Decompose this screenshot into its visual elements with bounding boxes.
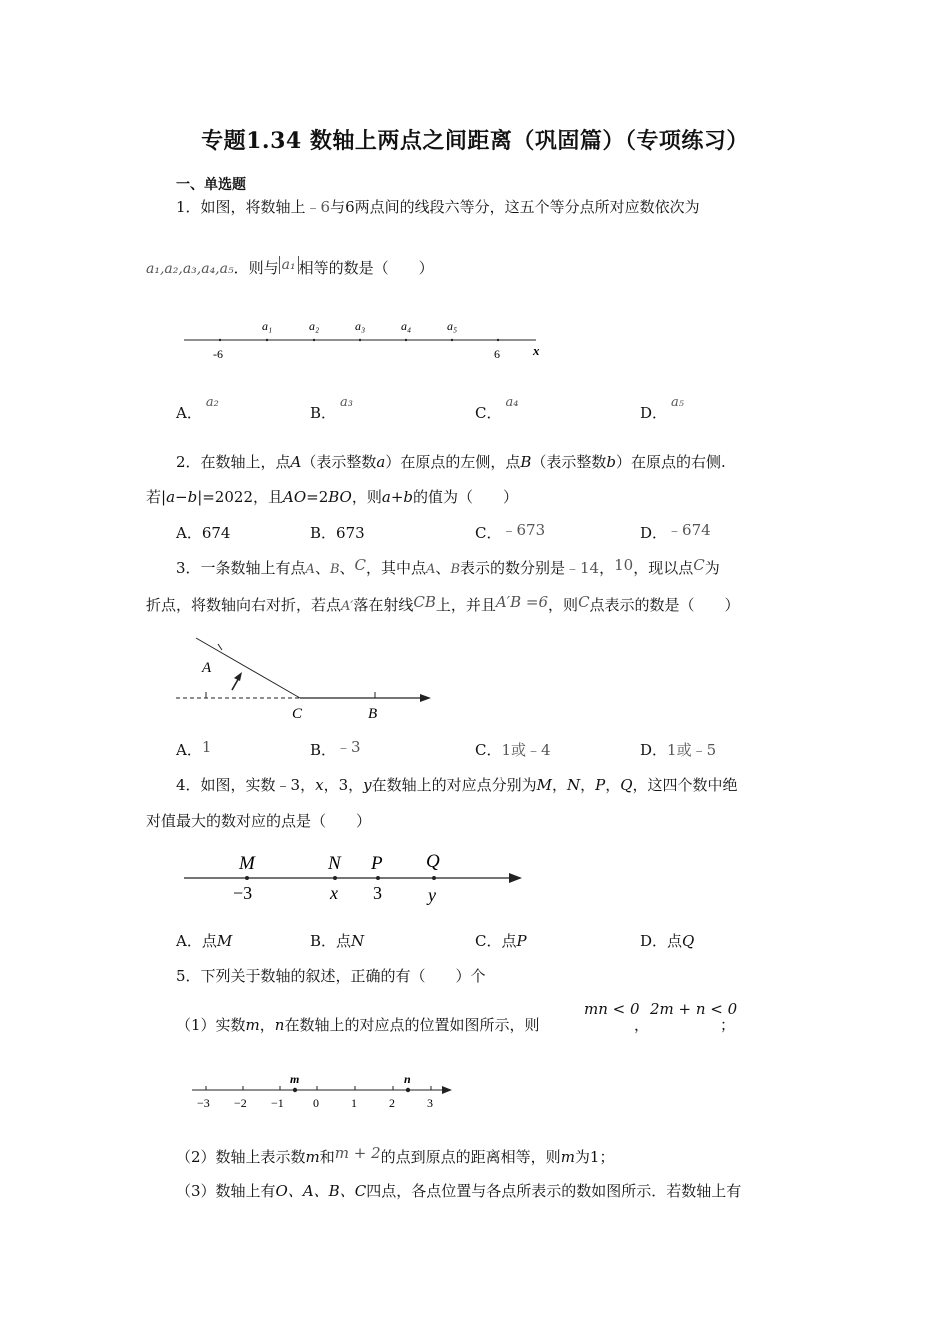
q5-statement3: （3）数轴上有O、A、B、C四点，各点位置与各点所表示的数如图所示．若数轴上有 bbox=[176, 1182, 742, 1200]
q5-fig-tick-2: 2 bbox=[389, 1096, 395, 1110]
q3-option-a[interactable]: A．1 bbox=[176, 738, 212, 759]
q3-fig-label-c: C bbox=[292, 706, 303, 722]
q3-line2: 折点，将数轴向右对折，若点A′落在射线CB上，并且A′B =6，则C点表示的数是（ ） bbox=[146, 593, 740, 614]
q3-option-d[interactable]: D．1或﹣5 bbox=[640, 741, 717, 759]
q3-line1: 3．一条数轴上有点A、B、C，其中点A、B表示的数分别是﹣14，10，现以点C为 bbox=[176, 556, 720, 577]
page-title: 专题1.34 数轴上两点之间距离（巩固篇）（专项练习） bbox=[201, 128, 749, 154]
q5-fig-tick-3: 3 bbox=[427, 1096, 433, 1110]
q5-semicolon: ； bbox=[720, 1016, 736, 1034]
q4-fig-value-x: x bbox=[330, 883, 338, 903]
q1-label-a1: a₁ bbox=[262, 319, 273, 333]
q1-tick-neg6: -6 bbox=[213, 347, 223, 361]
q1-line1: 1．如图，将数轴上﹣6与6两点间的线段六等分，这五个等分点所对应数依次为 bbox=[176, 198, 700, 216]
q5-fig-tick-1: 1 bbox=[351, 1096, 357, 1110]
q4-fig-value-y: y bbox=[428, 885, 436, 905]
q5-fig-tick-neg3: −3 bbox=[197, 1096, 210, 1110]
q5-line1: 5．下列关于数轴的叙述，正确的有（ ）个 bbox=[176, 967, 486, 985]
q4-option-a[interactable]: A．点M bbox=[176, 932, 233, 950]
q4-fig-label-q: Q bbox=[426, 851, 440, 872]
q4-fig-value-3: 3 bbox=[373, 883, 382, 903]
q5-fig-tick-neg2: −2 bbox=[234, 1096, 247, 1110]
q4-option-b[interactable]: B．点N bbox=[310, 932, 365, 950]
q5-fig-tick-neg1: −1 bbox=[271, 1096, 284, 1110]
section-heading: 一、单选题 bbox=[176, 177, 246, 193]
q2-option-d[interactable]: D．﹣674 bbox=[640, 521, 711, 542]
q1-label-a5: a₅ bbox=[447, 319, 458, 333]
q5-inequality-2: 2m + n < 0 bbox=[650, 1000, 738, 1018]
q5-number-line-figure bbox=[186, 1070, 458, 1114]
q1-label-a2: a₂ bbox=[309, 319, 320, 333]
q1-label-a4: a₄ bbox=[401, 319, 412, 333]
q3-fig-label-a: A bbox=[202, 660, 212, 676]
q5-fig-tick-0: 0 bbox=[313, 1096, 319, 1110]
q1-option-b[interactable]: B．a₃ bbox=[310, 395, 353, 422]
q4-line2: 对值最大的数对应的点是（ ） bbox=[146, 812, 372, 830]
q3-fig-label-b: B bbox=[368, 706, 378, 722]
q4-number-line-figure bbox=[176, 846, 528, 910]
q5-comma: ， bbox=[634, 1016, 650, 1034]
q1-label-a3: a₃ bbox=[355, 319, 366, 333]
q5-fig-label-m: m bbox=[290, 1072, 300, 1086]
q3-option-c[interactable]: C．1或﹣4 bbox=[475, 741, 551, 759]
q2-option-a[interactable]: A．674 bbox=[176, 524, 231, 542]
q2-line2: 若|a−b|=2022，且AO=2BO，则a+b的值为（ ） bbox=[146, 488, 519, 506]
q1-option-d[interactable]: D．a₅ bbox=[640, 395, 684, 422]
q1-option-c[interactable]: C．a₄ bbox=[475, 395, 519, 422]
q5-fig-label-n: n bbox=[404, 1072, 411, 1086]
q5-statement2: （2）数轴上表示数m和m + 2的点到原点的距离相等，则m为1； bbox=[176, 1144, 615, 1166]
q1-axis-x: x bbox=[533, 343, 540, 358]
q4-fig-label-p: P bbox=[371, 853, 383, 874]
q4-fig-value-neg3: −3 bbox=[233, 883, 253, 903]
q5-inequality-1: mn < 0 bbox=[584, 1000, 640, 1018]
q4-fig-label-n: N bbox=[328, 853, 341, 874]
q2-option-c[interactable]: C．﹣673 bbox=[475, 521, 546, 542]
q3-folding-figure bbox=[176, 630, 446, 726]
q5-statement1: （1）实数m，n在数轴上的对应点的位置如图所示，则 bbox=[176, 1016, 540, 1034]
q4-line1: 4．如图，实数﹣3，x，3，y在数轴上的对应点分别为M，N，P，Q，这四个数中绝 bbox=[176, 776, 738, 794]
q1-tick-6: 6 bbox=[494, 347, 500, 361]
q2-option-b[interactable]: B．673 bbox=[310, 524, 365, 542]
q1-option-a[interactable]: A．a₂ bbox=[176, 395, 219, 422]
q4-option-c[interactable]: C．点P bbox=[475, 932, 527, 950]
q2-line1: 2．在数轴上，点A（表示整数a）在原点的左侧，点B（表示整数b）在原点的右侧. bbox=[176, 453, 726, 471]
q1-number-line-figure bbox=[176, 312, 556, 368]
q4-option-d[interactable]: D．点Q bbox=[640, 932, 695, 950]
q1-line2: a₁,a₂,a₃,a₄,a₅．则与 a₁ 相等的数是（ ） bbox=[146, 257, 434, 277]
q4-fig-label-m: M bbox=[239, 853, 255, 874]
q3-option-b[interactable]: B．﹣3 bbox=[310, 738, 361, 759]
